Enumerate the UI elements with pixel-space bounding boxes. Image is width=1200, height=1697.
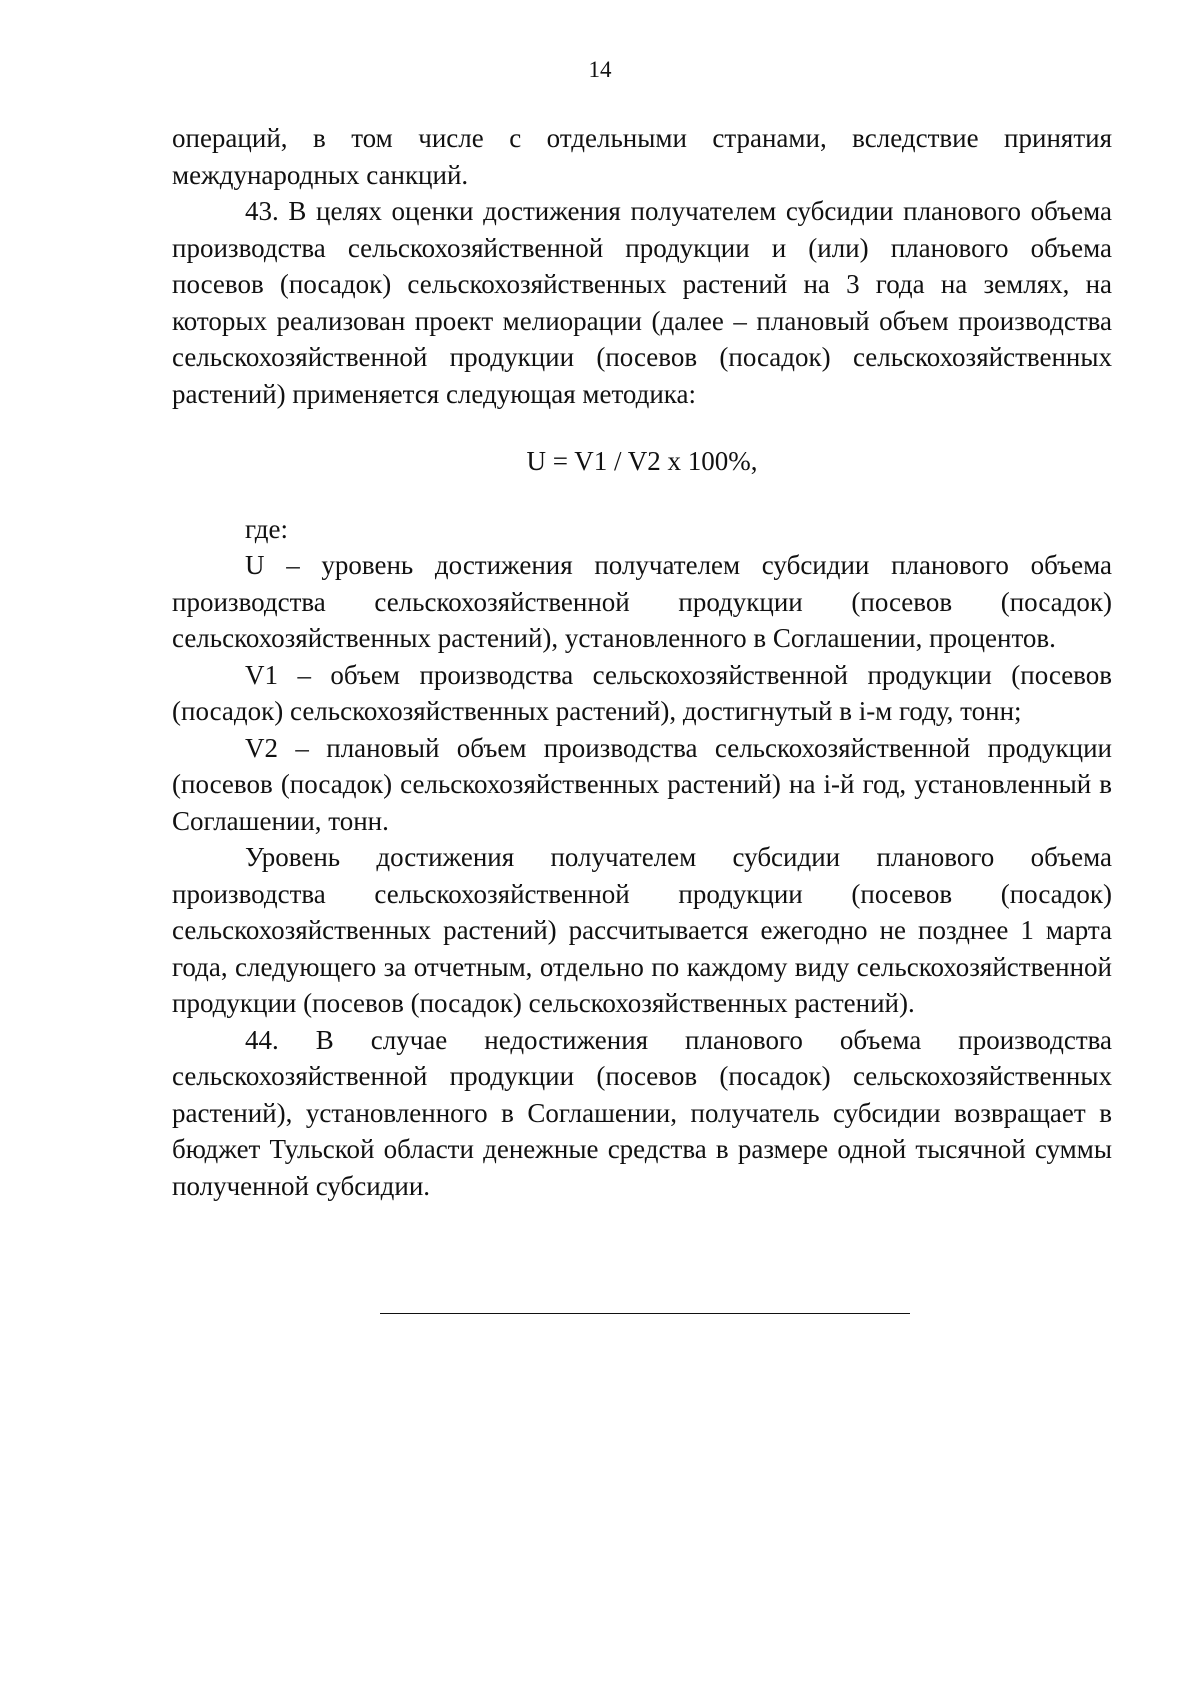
paragraph-level-calculation: Уровень достижения получателем субсидии планового объема производства сельскохозяйственной продукции (посевов (посадок) сельскохозяйственных растений) рассчитывается ежегодно не позднее 1 марта года, следующего за отчетным, отдельно по каждому виду сельскохозяйственной продукции (посевов (посадок) сельскохозяйственных растений).: [172, 842, 1112, 1018]
end-separator-line: [380, 1313, 910, 1314]
formula: U = V1 / V2 x 100%,: [526, 446, 758, 476]
document-body: [172, 120, 1112, 1204]
definition-u: U – уровень достижения получателем субсидии планового объема производства сельскохозяйственной продукции (посевов (посадок) сельскохозяйственных растений), установленного в Соглашении, процентов.: [172, 550, 1112, 653]
where-label: где:: [245, 513, 288, 544]
paragraph-continuation: операций, в том числе с отдельными странами, вследствие принятия международных санкций.: [172, 123, 1112, 190]
page-number: 14: [588, 57, 612, 82]
definition-v2: V2 – плановый объем производства сельскохозяйственной продукции (посевов (посадок) сельскохозяйственных растений) на i-й год, установленный в Соглашении, тонн.: [172, 732, 1112, 836]
paragraph-44: 44. В случае недостижения планового объема производства сельскохозяйственной продукции (посевов (посадок) сельскохозяйственных растений), установленного в Соглашении, получатель субсидии возвращает в бюджет Тульской области денежные средства в размере одной тысячной суммы полученной субсидии.: [172, 1024, 1112, 1201]
paragraph-43: 43. В целях оценки достижения получателем субсидии планового объема производства сельскохозяйственной продукции и (или) планового объема посевов (посадок) сельскохозяйственных растений на 3 года на землях, на которых реализован проект мелиорации (далее – плановый объем производства сельскохозяйственной продукции (посевов (посадок) сельскохозяйственных растений) применяется следующая методика:: [172, 196, 1112, 409]
definition-v1: V1 – объем производства сельскохозяйственной продукции (посевов (посадок) сельскохозяйственных растений), достигнутый в i-м году, тонн;: [172, 659, 1112, 726]
